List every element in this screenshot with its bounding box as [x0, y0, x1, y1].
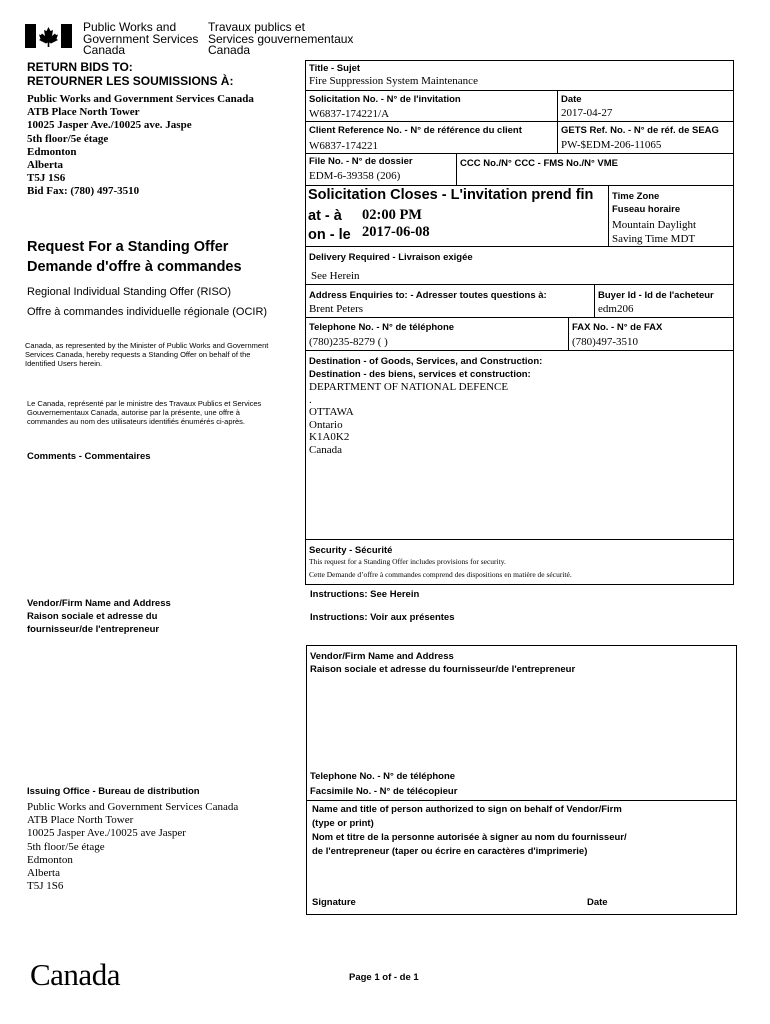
enquiries-label: Address Enquiries to: - Adresser toutes questions à:	[309, 290, 547, 301]
request-title: Request For a Standing Offer Demande d'offre à commandes	[27, 239, 242, 275]
destination-label: Destination - of Goods, Services, and Construction: Destination - des biens, services et construction:	[309, 356, 543, 380]
vendor-box-label: Vendor/Firm Name and Address Raison sociale et adresse du fournisseur/de l'entrepreneur	[310, 651, 576, 675]
closes-on-label: on - le	[308, 227, 351, 243]
vendor-left-label: Vendor/Firm Name and Address Raison sociale et adresse du fournisseur/de l'entrepreneur	[27, 598, 171, 635]
date-value: 2017-04-27	[561, 107, 613, 119]
security-label: Security - Sécurité	[309, 545, 393, 556]
signature-date-label: Date	[587, 897, 608, 908]
title-label: Title - Sujet	[309, 63, 361, 74]
solicitation-value: W6837-174221/A	[309, 108, 390, 120]
client-ref-label: Client Reference No. - N° de référence du client	[309, 125, 522, 136]
fax-label: FAX No. - N° de FAX	[572, 322, 663, 333]
canada-wordmark: Canada	[30, 957, 120, 992]
request-subtitle: Regional Individual Standing Offer (RISO) Offre à commandes individuelle régionale (OCIR)	[27, 286, 268, 318]
return-bids-title: RETURN BIDS TO: RETOURNER LES SOUMISSIONS À:	[27, 60, 234, 88]
vendor-telephone-label: Telephone No. - N° de téléphone	[310, 771, 456, 782]
buyer-id-label: Buyer Id - Id de l'acheteur	[598, 290, 714, 301]
delivery-value: See Herein	[311, 270, 360, 282]
time-zone-value: Mountain Daylight Saving Time MDT	[612, 219, 697, 245]
destination-address: DEPARTMENT OF NATIONAL DEFENCE . OTTAWA Ontario K1A0K2 Canada	[309, 381, 509, 456]
date-label: Date	[561, 94, 582, 105]
file-no-value: EDM-6-39358 (206)	[309, 170, 401, 182]
gets-ref-label: GETS Ref. No. - N° de réf. de SEAG	[561, 125, 719, 136]
fax-value: (780)497-3510	[572, 336, 638, 348]
telephone-value: (780)235-8279 ( )	[309, 336, 388, 348]
canada-flag-icon	[25, 24, 72, 48]
security-text-fr: Cette Demande d’offre à commandes comprend des dispositions en matière de sécurité.	[309, 570, 572, 579]
client-ref-value: W6837-174221	[309, 140, 379, 152]
time-zone-label: Time Zone Fuseau horaire	[612, 191, 681, 215]
issuing-office-label: Issuing Office - Bureau de distribution	[27, 786, 200, 797]
solicitation-closes-title: Solicitation Closes - L'invitation prend fin	[308, 187, 594, 203]
buyer-id-value: edm206	[598, 303, 634, 315]
authorized-signer-label: Name and title of person authorized to sign on behalf of Vendor/Firm (type or print) Nom et titre de la personne autorisée à signer au nom du fournisseur/ de l'entrepreneur (taper ou écrire en caractères d'imprimerie)	[312, 804, 627, 857]
request-paragraph-en: Canada, as represented by the Minister of Public Works and Government Services Canada, hereby requests a Standing Offer on behalf of the Identified Users herein.	[25, 341, 269, 368]
title-value: Fire Suppression System Maintenance	[309, 75, 478, 87]
security-text-en: This request for a Standing Offer includes provisions for security.	[309, 557, 506, 566]
telephone-label: Telephone No. - N° de téléphone	[309, 322, 455, 333]
delivery-label: Delivery Required - Livraison exigée	[309, 252, 473, 263]
department-name-fr: Travaux publics et Services gouvernementaux Canada	[208, 20, 354, 57]
ccc-label: CCC No./N° CCC - FMS No./N° VME	[460, 158, 619, 169]
solicitation-label: Solicitation No. - N° de l'invitation	[309, 94, 461, 105]
closes-at-label: at - à	[308, 208, 342, 224]
closes-at-value: 02:00 PM	[362, 207, 422, 223]
file-no-label: File No. - N° de dossier	[309, 156, 413, 167]
instructions-fr: Instructions: Voir aux présentes	[310, 612, 455, 623]
enquiries-value: Brent Peters	[309, 303, 364, 315]
comments-label: Comments - Commentaires	[27, 451, 151, 462]
closes-on-value: 2017-06-08	[362, 224, 430, 240]
page-number: Page 1 of - de 1	[349, 972, 419, 983]
gets-ref-value: PW-$EDM-206-11065	[561, 139, 662, 151]
return-bids-address: Public Works and Government Services Canada ATB Place North Tower 10025 Jasper Ave./10025 ave. Jaspe 5th floor/5e étage Edmonton Alberta T5J 1S6 Bid Fax: (780) 497-3510	[27, 93, 254, 198]
signature-label: Signature	[312, 897, 356, 908]
vendor-facsimile-label: Facsimile No. - N° de télécopieur	[310, 786, 458, 797]
request-paragraph-fr: Le Canada, représenté par le ministre des Travaux Publics et Services Gouvernementaux Canada, autorise par la présente, une offre à commandes au nom des utilisateurs identifiés énumérés ci-après.	[27, 399, 262, 426]
issuing-office-address: Public Works and Government Services Canada ATB Place North Tower 10025 Jasper Ave./10025 ave Jasper 5th floor/5e étage Edmonton Alberta T5J 1S6	[27, 801, 239, 893]
instructions-en: Instructions: See Herein	[310, 589, 420, 600]
department-name-en: Public Works and Government Services Canada	[83, 20, 199, 57]
